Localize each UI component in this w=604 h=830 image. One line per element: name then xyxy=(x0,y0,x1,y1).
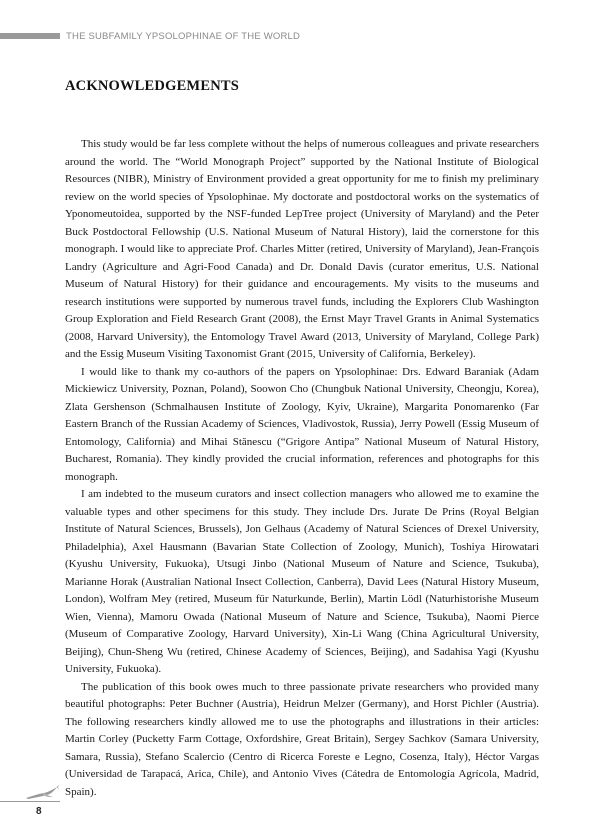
footer-rule xyxy=(0,801,60,802)
section-title: ACKNOWLEDGEMENTS xyxy=(65,78,239,94)
paragraph-coauthors: I would like to thank my co-authors of the papers on Ypsolophinae: Drs. Edward Baraniak (Adam Mickiewicz University, Poznan, Poland), Soowon Cho (Chungbuk National University, Cheongju, Korea), Zlata Gershenson (Schmalhausen Institute of Zoology, Kyiv, Ukraine), Margarita Ponomarenko (Far Eastern Branch of the Russian Academy of Sciences, Vladivostok, Russia), Jerry Powell (Essig Museum of Entomology, California) and Mihai Stănescu (“Grigore Antipa” National Museum of Natural History, Bucharest, Romania). They kindly provided the crucial information, references and photographs for this monograph. xyxy=(65,365,539,483)
paragraph-photographers: The publication of this book owes much to three passionate private researchers who provided many beautiful photographs: Peter Buchner (Austria), Heidrun Melzer (Germany), and Horst Pichler (Austria). The following researchers kindly allowed me to use the photographs and illustrations in their articles: Martin Corley (Pucketty Farm Cottage, Oxfordshire, Great Britain), Sergey Sachkov (Samara University, Samara, Russia), Stefano Scalercio (Centro di Ricerca Foreste e Legno, Cosenza, Italy), Héctor Vargas (Universidad de Tarapacá, Arica, Chile), and Antonio Vives (Cátedra de Entomología Agrícola, Madrid, Spain). xyxy=(65,680,539,798)
header-rule xyxy=(0,33,60,39)
body-text xyxy=(65,136,539,801)
running-head: THE SUBFAMILY YPSOLOPHINAE OF THE WORLD xyxy=(66,31,301,42)
paragraph-curators: I am indebted to the museum curators and insect collection managers who allowed me to examine the valuable types and other specimens for this study. They include Drs. Jurate De Prins (Royal Belgian Institute of Natural Sciences, Brussels), Jon Gelhaus (Academy of Natural Sciences of Drexel University, Philadelphia), Axel Hausmann (Bavarian State Collection of Zoology, Munich), Toshiya Hirowatari (Kyushu University, Fukuoka), Utsugi Jinbo (National Museum of Nature and Science, Tsukuba), Marianne Horak (Australian National Insect Collection, Canberra), David Lees (Natural History Museum, London), Wolfram Mey (retired, Museum für Naturkunde, Berlin), Martin Lödl (Naturhistorishe Museum Wien, Vienna), Mamoru Owada (National Museum of Nature and Science, Tsukuba), Naomi Pierce (Museum of Comparative Zoology, Harvard University), Xin-Li Wang (China Agricultural University, Beijing), Chun-Sheng Wu (retired, Chinese Academy of Sciences, Beijing), and Sadahisa Yagi (Kyushu University, Fukuoka). xyxy=(65,488,539,675)
paragraph-funding: This study would be far less complete without the helps of numerous colleagues and private researchers around the world. The “World Monograph Project” supported by the National Institute of Biological Resources (NIBR), Ministry of Environment provided a great opportunity for me to finish my preliminary review on the world species of Ypsolophinae. My doctorate and postdoctoral works on the systematics of Yponomeutoidea, supported by the NSF-funded LepTree project (University of Maryland) and the Peter Buck Postdoctoral Fellowship (U.S. National Museum of Natural History), laid the cornerstone for this monograph. I would like to appreciate Prof. Charles Mitter (retired, University of Maryland), Jean-François Landry (Agriculture and Agri-Food Canada) and Dr. Donald Davis (curator emeritus, U.S. National Museum of Natural History) for their guidance and encouragements. My visits to the museums and research institutions were supported by numerous travel funds, including the Explorers Club Washington Group Exploration and Field Research Grant (2008), the Ernst Mayr Travel Grants in Animal Systematics (2008, Harvard University), the Entomology Travel Award (2013, University of Maryland, College Park) and the Essig Museum Visiting Taxonomist Grant (2015, University of California, Berkeley). xyxy=(65,138,539,360)
moth-silhouette-icon xyxy=(24,785,60,801)
page-number: 8 xyxy=(36,806,42,817)
